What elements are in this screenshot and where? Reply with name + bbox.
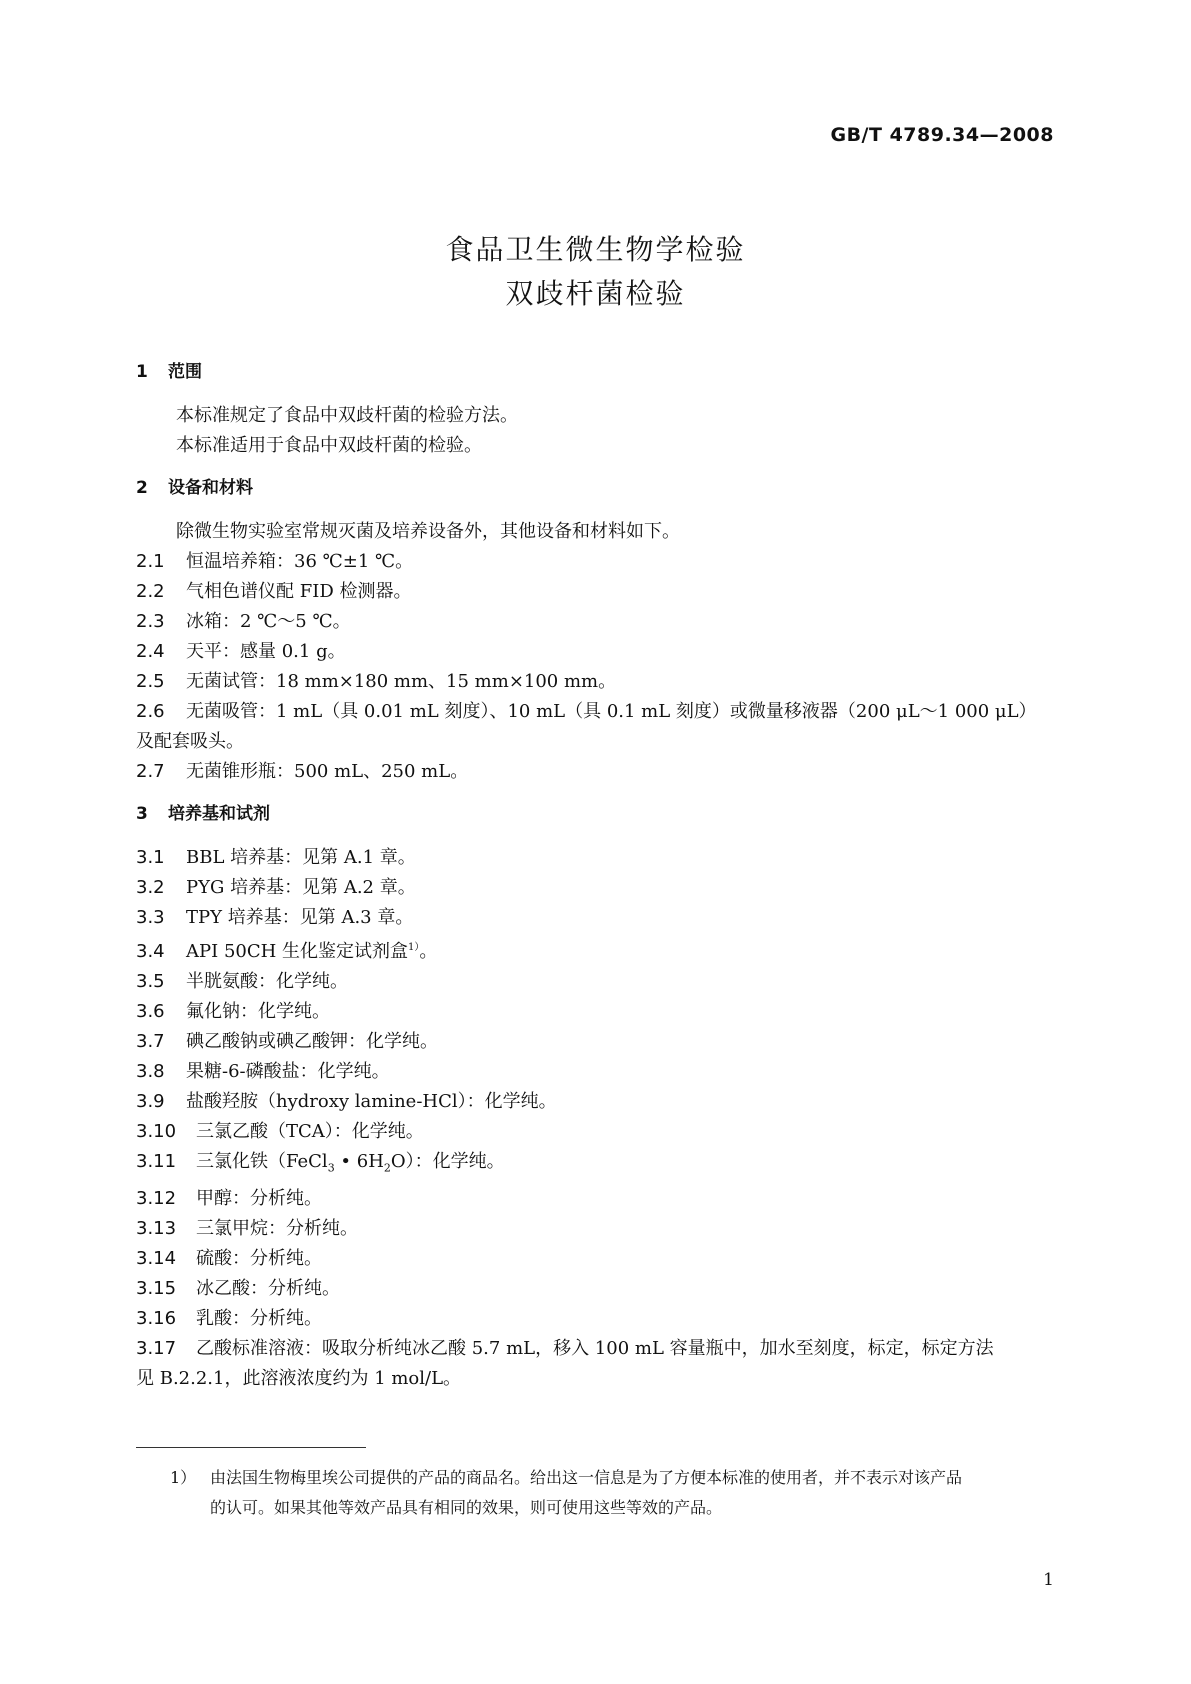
item-number: 3.17 [136,1337,177,1359]
item-text: PYG 培养基：见第 A.2 章。 [186,877,416,898]
paragraph: 除微生物实验室常规灭菌及培养设备外，其他设备和材料如下。 [176,521,680,542]
subscript: 3 [327,1161,335,1175]
item-number: 3.12 [136,1187,177,1209]
item-text: 无菌试管：18 mm×180 mm、15 mm×100 mm。 [186,671,617,692]
list-item [136,1147,1056,1184]
list-item [136,757,1056,787]
item-text-tail: 。 [419,941,438,962]
item-number: 2.5 [136,671,165,692]
item-text: 冰乙酸：分析纯。 [196,1277,340,1299]
document-title: 食品卫生微生物学检验 [445,233,746,266]
paragraph: 本标准规定了食品中双歧杆菌的检验方法。 [176,405,518,426]
list-item [136,843,1056,873]
list-item [136,967,1056,997]
list-item [136,997,1056,1027]
list-item [136,1057,1056,1087]
list-item-continuation [136,1364,1056,1394]
section-title: 设备和材料 [168,478,253,498]
list-item [136,1244,1056,1274]
item-text: 见 B.2.2.1，此溶液浓度约为 1 mol/L。 [136,1367,462,1389]
item-number: 3.2 [136,877,165,898]
list-item [136,1087,1056,1117]
item-number: 3.1 [136,847,165,868]
section-heading-3 [136,797,1056,831]
item-text: 甲醇：分析纯。 [196,1187,322,1209]
item-text: 乙酸标准溶液：吸取分析纯冰乙酸 5.7 mL，移入 100 mL 容量瓶中，加水至刻度，标定，标定方法 [196,1337,994,1359]
item-text: 盐酸羟胺（hydroxy lamine-HCl）：化学纯。 [186,1091,557,1112]
item-text: 硫酸：分析纯。 [196,1247,322,1269]
item-number: 3.8 [136,1061,165,1082]
list-item [136,667,1056,697]
document-body [136,355,1056,1394]
item-number: 2.4 [136,641,165,662]
item-number: 3.4 [136,941,165,962]
item-text: TPY 培养基：见第 A.3 章。 [186,907,414,928]
item-text: 及配套吸头。 [136,731,244,752]
item-text: 碘乙酸钠或碘乙酸钾：化学纯。 [186,1031,438,1052]
item-text: 氟化钠：化学纯。 [186,1001,330,1022]
item-text: 乳酸：分析纯。 [196,1307,322,1329]
subscript: 2 [383,1161,391,1175]
list-item-continuation [136,727,1056,757]
item-text: 天平：感量 0.1 g。 [186,641,346,662]
paragraph: 本标准适用于食品中双歧杆菌的检验。 [176,435,482,456]
item-number: 3.14 [136,1247,177,1269]
section-title: 培养基和试剂 [168,804,270,824]
item-number: 2.3 [136,611,165,632]
footnote-line: 由法国生物梅里埃公司提供的产品的商品名。给出这一信息是为了方便本标准的使用者，并不表示对该产品 [210,1468,963,1487]
item-number: 3.15 [136,1277,177,1299]
list-item [136,903,1056,933]
list-item [136,1117,1056,1147]
item-number: 3.16 [136,1307,177,1329]
item-text: 冰箱：2 ℃～5 ℃。 [186,611,351,632]
item-number: 2.7 [136,761,165,782]
list-item [136,577,1056,607]
section-number: 2 [136,478,148,498]
item-text: 无菌锥形瓶：500 mL、250 mL。 [186,761,469,782]
section-title: 范围 [168,362,202,382]
list-item [136,1334,1056,1364]
item-number: 2.6 [136,701,165,722]
footnote-line: 的认可。如果其他等效产品具有相同的效果，则可使用这些等效的产品。 [210,1498,723,1517]
item-text: BBL 培养基：见第 A.1 章。 [186,847,416,868]
item-number: 3.5 [136,971,165,992]
section-heading-1 [136,355,1056,389]
list-item [136,1027,1056,1057]
item-text: 无菌吸管：1 mL（具 0.01 mL 刻度）、10 mL（具 0.1 mL 刻度）或微量移液器（200 μL～1 000 μL） [186,701,1037,722]
footnote-mark: 1） [170,1468,197,1487]
item-text: • 6H [334,1151,384,1172]
item-text: 气相色谱仪配 FID 检测器。 [186,581,412,602]
item-number: 3.6 [136,1001,165,1022]
list-item [136,873,1056,903]
item-number: 3.7 [136,1031,165,1052]
item-text: API 50CH 生化鉴定试剂盒 [186,941,409,962]
item-number: 3.9 [136,1091,165,1112]
item-number: 3.10 [136,1121,177,1142]
list-item [136,607,1056,637]
list-item [136,1184,1056,1214]
item-text: O）：化学纯。 [390,1151,505,1172]
list-item [136,697,1056,727]
list-item [136,1304,1056,1334]
section-number: 1 [136,362,148,382]
section-number: 3 [136,804,148,824]
footnote-reference[interactable]: 1） [408,942,420,953]
list-item [136,933,1056,967]
list-item [136,637,1056,667]
item-number: 3.3 [136,907,165,928]
item-number: 2.1 [136,551,165,572]
item-text: 三氯化铁（FeCl [196,1151,328,1172]
list-item [136,1274,1056,1304]
item-text: 果糖-6-磷酸盐：化学纯。 [186,1061,390,1082]
item-text: 恒温培养箱：36 ℃±1 ℃。 [186,551,414,572]
item-number: 2.2 [136,581,165,602]
item-number: 3.11 [136,1151,177,1172]
item-text: 三氯乙酸（TCA）：化学纯。 [196,1121,424,1142]
document-subtitle: 双歧杆菌检验 [505,277,686,310]
footnote-divider [136,1447,366,1448]
list-item [136,1214,1056,1244]
page-number: 1 [1043,1570,1054,1590]
list-item [136,547,1056,577]
footnote [170,1463,1060,1523]
standard-code: GB/T 4789.34—2008 [830,124,1054,146]
item-text: 半胱氨酸：化学纯。 [186,971,348,992]
item-text: 三氯甲烷：分析纯。 [196,1217,358,1239]
item-number: 3.13 [136,1217,177,1239]
section-heading-2 [136,471,1056,505]
